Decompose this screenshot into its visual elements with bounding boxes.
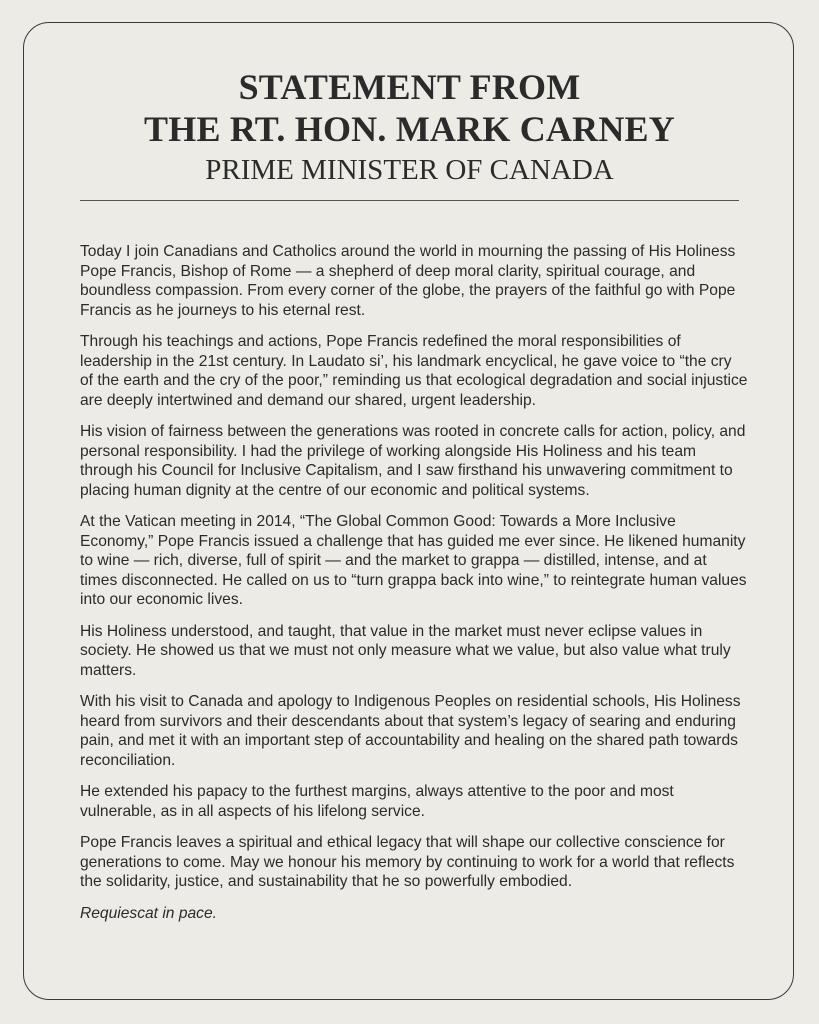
paragraph-4: At the Vatican meeting in 2014, “The Global Common Good: Towards a More Inclusive Economy,” Pope Francis issued a challenge that has guided me ever since. He likened humanity to wine — rich, diverse, full of spirit — and the market to grappa — distilled, intense, and at times disconnected. He called on us to “turn grappa back into wine,” to reintegrate human values into our economic lives. bbox=[80, 513, 747, 608]
paragraph-2: Through his teachings and actions, Pope Francis redefined the moral responsibilities of leadership in the 21st century. In Laudato si’, his landmark encyclical, he gave voice to “the cry of the earth and the cry of the poor,” reminding us that ecological degradation and social injustice are deeply intertwined and demand our shared, urgent leadership. bbox=[80, 333, 748, 409]
title-line-2: THE RT. HON. MARK CARNEY bbox=[144, 109, 675, 149]
paragraph-1: Today I join Canadians and Catholics around the world in mourning the passing of His Holiness Pope Francis, Bishop of Rome — a shepherd of deep moral clarity, spiritual courage, and boundless compassion. From every corner of the globe, the prayers of the faithful go with Pope Francis as he journeys to his eternal rest. bbox=[80, 243, 736, 319]
statement-body bbox=[80, 242, 748, 935]
paragraph-8: Pope Francis leaves a spiritual and ethical legacy that will shape our collective conscience for generations to come. May we honour his memory by continuing to work for a world that reflects the solidarity, justice, and sustainability that he so powerfully embodied. bbox=[80, 834, 735, 890]
paragraph-5: His Holiness understood, and taught, that value in the market must never eclipse values in society. He showed us that we must not only measure what we value, but also value what truly matters. bbox=[80, 622, 731, 679]
paragraph-3: His vision of fairness between the generations was rooted in concrete calls for action, policy, and personal responsibility. I had the privilege of working alongside His Holiness and his team through his Council for Inclusive Capitalism, and I saw firsthand his unwavering commitment to placing human dignity at the centre of our economic and political systems. bbox=[80, 423, 746, 499]
paragraph-6: With his visit to Canada and apology to Indigenous Peoples on residential schools, His Holiness heard from survivors and their descendants about that system’s legacy of searing and enduring pain, and met it with an important step of accountability and healing on the shared path towards reconciliation. bbox=[80, 693, 741, 769]
header-divider bbox=[80, 200, 739, 201]
title-line-1: STATEMENT FROM bbox=[238, 67, 581, 107]
statement-header bbox=[80, 66, 739, 188]
closing-line: Requiescat in pace. bbox=[80, 904, 217, 922]
subtitle: PRIME MINISTER OF CANADA bbox=[205, 154, 614, 186]
paragraph-7: He extended his papacy to the furthest margins, always attentive to the poor and most vulnerable, as in all aspects of his lifelong service. bbox=[80, 783, 674, 820]
